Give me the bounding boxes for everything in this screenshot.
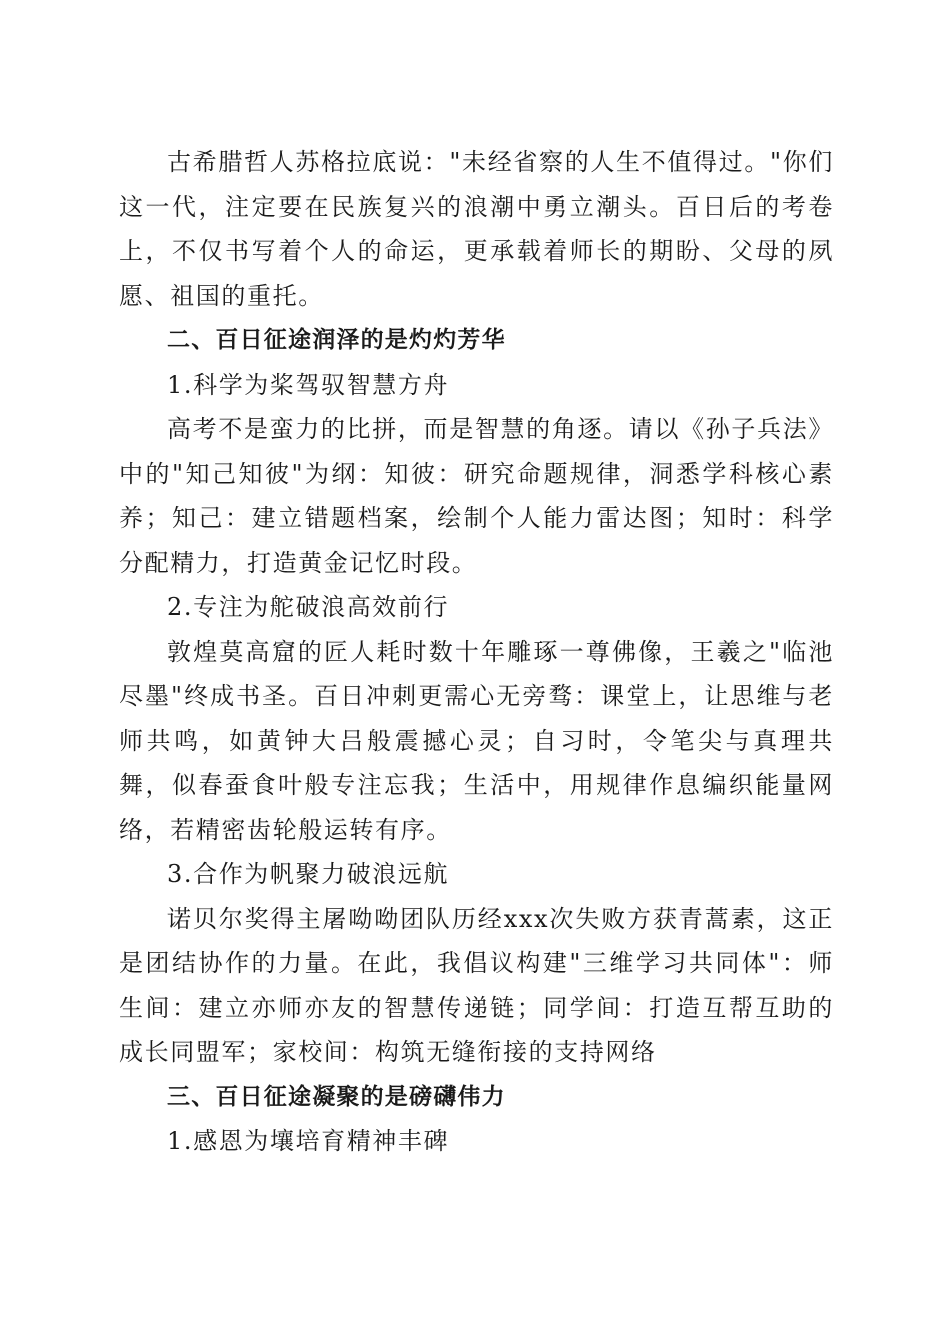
paragraph-focus: 敦煌莫高窟的匠人耗时数十年雕琢一尊佛像，王羲之"临池尽墨"终成书圣。百日冲刺更需心无旁骛：课堂上，让思维与老师共鸣，如黄钟大吕般震撼心灵；自习时，令笔尖与真理共舞，似春蚕食叶般专注忘我；生活中，用规律作息编织能量网络，若精密齿轮般运转有序。 [119, 637, 834, 844]
subheading-2-2: 2.专注为舵破浪高效前行 [167, 593, 450, 621]
paragraph-socrates-quote: 古希腊哲人苏格拉底说："未经省察的人生不值得过。"你们这一代，注定要在民族复兴的浪潮中勇立潮头。百日后的考卷上，不仅书写着个人的命运，更承载着师长的期盼、父母的夙愿、祖国的重托。 [119, 148, 834, 310]
section-heading-3: 三、百日征途凝聚的是磅礴伟力 [167, 1083, 506, 1110]
document-body [119, 140, 834, 1164]
subheading-2-1: 1.科学为桨驾驭智慧方舟 [167, 370, 450, 399]
section-heading-2: 二、百日征途润泽的是灼灼芳华 [167, 327, 506, 353]
paragraph-sunzi-strategy: 高考不是蛮力的比拼，而是智慧的角逐。请以《孙子兵法》中的"知己知彼"为纲：知彼：研究命题规律，洞悉学科核心素养；知己：建立错题档案，绘制个人能力雷达图；知时：科学分配精力，打造黄金记忆时段。 [119, 415, 834, 577]
subheading-3-1: 1.感恩为壤培育精神丰碑 [167, 1127, 450, 1155]
subheading-2-3: 3.合作为帆聚力破浪远航 [167, 860, 450, 888]
paragraph-teamwork: 诺贝尔奖得主屠呦呦团队历经xxx次失败方获青蒿素，这正是团结协作的力量。在此，我倡议构建"三维学习共同体"：师生间：建立亦师亦友的智慧传递链；同学间：打造互帮互助的成长同盟军；家校间：构筑无缝衔接的支持网络 [119, 904, 834, 1066]
